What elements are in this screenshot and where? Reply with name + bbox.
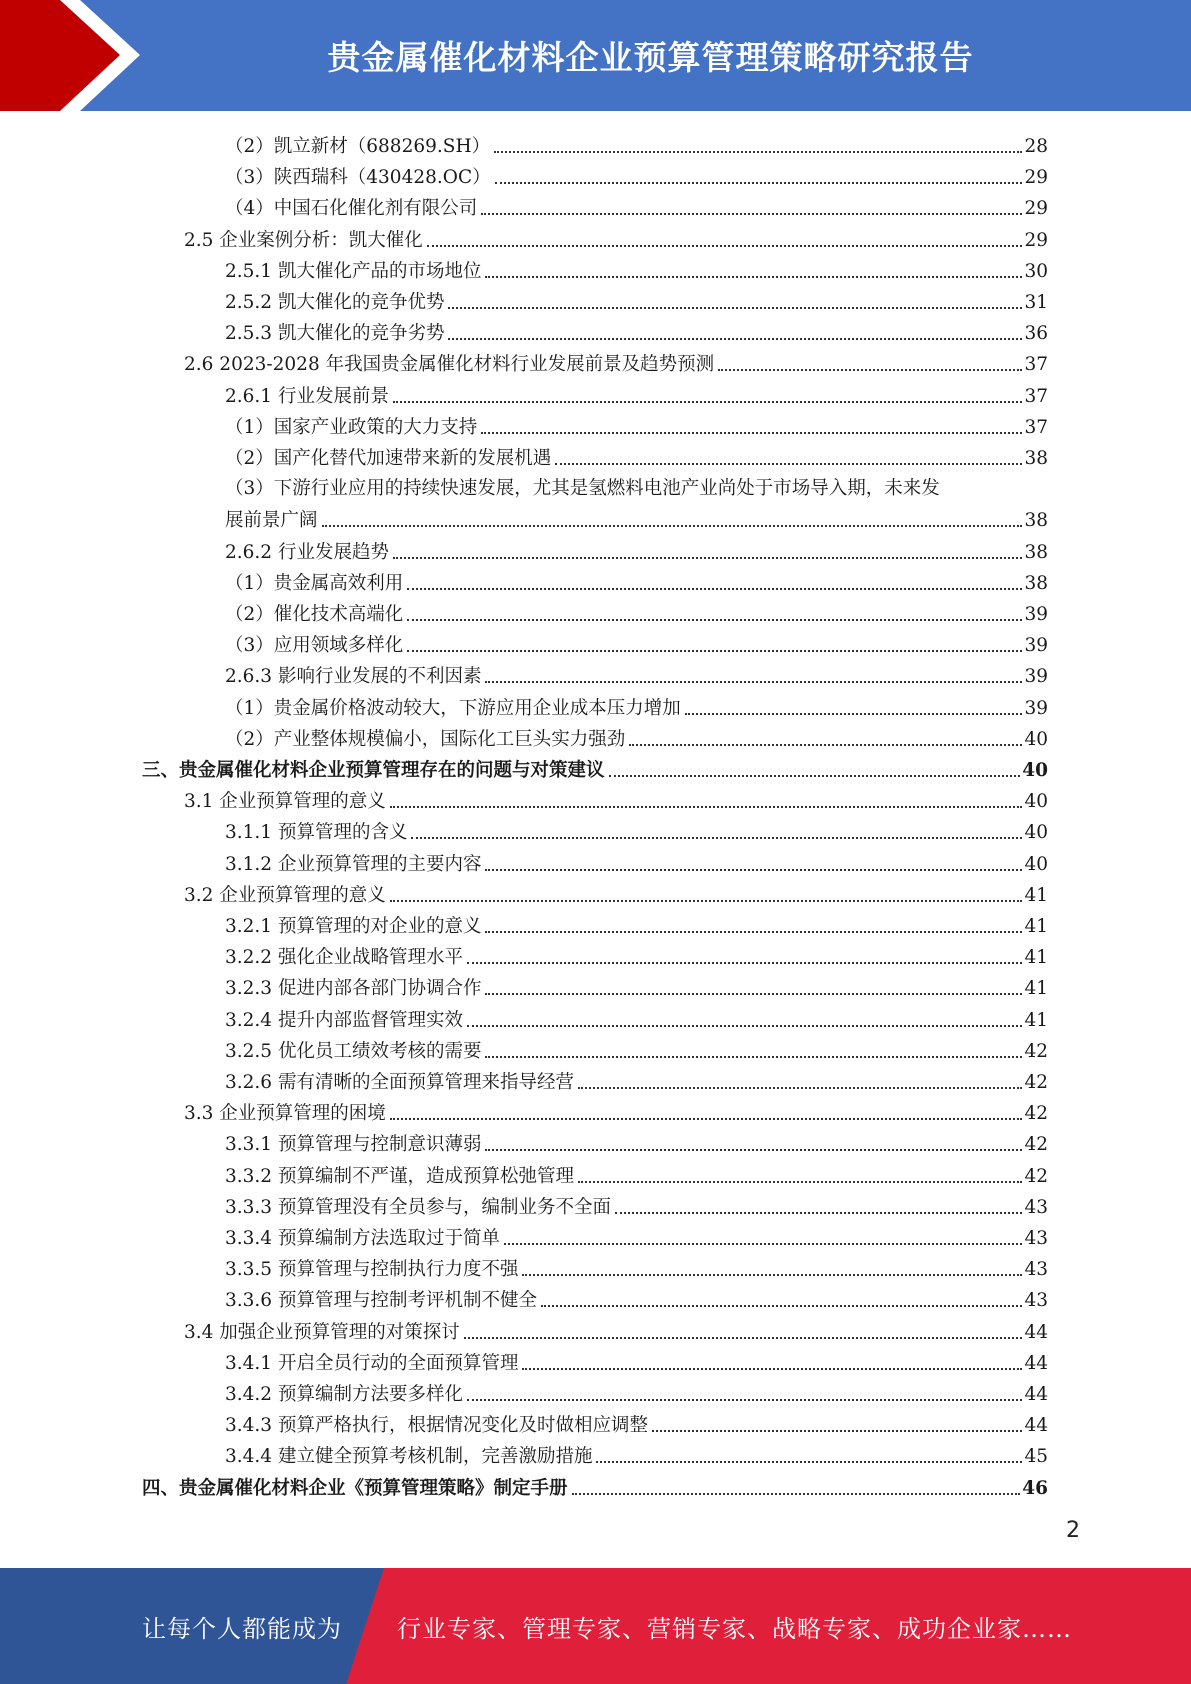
toc-entry[interactable] bbox=[225, 721, 1048, 752]
toc-entry-text: 3.1 企业预算管理的意义 bbox=[184, 791, 386, 813]
toc-dot-leader bbox=[578, 1086, 1022, 1089]
toc-entry[interactable] bbox=[225, 1158, 1048, 1189]
toc-entry[interactable] bbox=[225, 627, 1048, 658]
header-banner bbox=[0, 0, 1191, 111]
toc-entry-page: 42 bbox=[1024, 1040, 1048, 1062]
toc-entry-page: 39 bbox=[1024, 697, 1048, 719]
toc-entry[interactable] bbox=[184, 222, 1048, 253]
toc-dot-leader bbox=[555, 462, 1022, 465]
toc-dot-leader bbox=[495, 181, 1023, 184]
document-title: 贵金属催化材料企业预算管理策略研究报告 bbox=[327, 38, 974, 77]
toc-entry-page: 28 bbox=[1024, 136, 1048, 157]
toc-entry-page: 41 bbox=[1024, 916, 1048, 937]
toc-dot-leader bbox=[481, 431, 1022, 434]
toc-entry-page: 40 bbox=[1024, 853, 1048, 875]
toc-entry-text: （4）中国石化催化剂有限公司 bbox=[225, 198, 478, 220]
toc-entry-text: 3.4 加强企业预算管理的对策探讨 bbox=[184, 1321, 460, 1343]
footer-banner bbox=[0, 1568, 1191, 1684]
toc-entry[interactable] bbox=[225, 1002, 1048, 1033]
toc-entry-page: 44 bbox=[1024, 1321, 1048, 1343]
toc-entry-text: （2）凯立新材（688269.SH） bbox=[225, 136, 491, 157]
toc-entry-text: 三、贵金属催化材料企业预算管理存在的问题与对策建议 bbox=[142, 760, 605, 781]
toc-entry-page: 31 bbox=[1024, 292, 1048, 313]
toc-entry[interactable] bbox=[184, 1095, 1048, 1126]
toc-entry[interactable] bbox=[225, 1033, 1048, 1064]
toc-entry-page: 42 bbox=[1024, 1165, 1048, 1187]
toc-entry-page: 43 bbox=[1024, 1196, 1048, 1218]
toc-dot-leader bbox=[448, 306, 1022, 309]
footer-slogan-right: 行业专家、管理专家、营销专家、战略专家、成功企业家…… bbox=[397, 1614, 1072, 1643]
header-arrow-decoration bbox=[0, 0, 160, 111]
toc-entry[interactable] bbox=[225, 128, 1048, 159]
toc-entry[interactable] bbox=[225, 315, 1048, 346]
toc-entry-page: 39 bbox=[1024, 666, 1048, 688]
toc-entry[interactable] bbox=[225, 284, 1048, 315]
toc-dot-leader bbox=[494, 150, 1022, 153]
toc-dot-leader bbox=[578, 1180, 1022, 1183]
toc-entry-page: 43 bbox=[1024, 1290, 1048, 1312]
toc-dot-leader bbox=[407, 649, 1022, 652]
toc-entry-text: （3）陕西瑞科（430428.OC） bbox=[225, 167, 491, 189]
toc-dot-leader bbox=[467, 1024, 1022, 1027]
toc-entry-page: 40 bbox=[1024, 728, 1048, 750]
toc-entry-text: 3.3 企业预算管理的困境 bbox=[184, 1103, 386, 1125]
toc-entry[interactable] bbox=[184, 1314, 1048, 1345]
toc-entry-text: 3.1.2 企业预算管理的主要内容 bbox=[225, 853, 482, 875]
toc-entry[interactable] bbox=[225, 378, 1048, 409]
toc-dot-leader bbox=[718, 368, 1022, 371]
toc-entry-text: 3.3.6 预算管理与控制考评机制不健全 bbox=[225, 1290, 537, 1312]
toc-entry[interactable] bbox=[142, 752, 1048, 783]
toc-entry-page: 37 bbox=[1024, 354, 1048, 376]
toc-entry[interactable] bbox=[225, 1438, 1048, 1469]
toc-entry[interactable] bbox=[225, 1251, 1048, 1282]
toc-entry-page: 40 bbox=[1024, 822, 1048, 844]
toc-dot-leader bbox=[685, 712, 1023, 715]
toc-entry[interactable] bbox=[225, 658, 1048, 689]
toc-dot-leader bbox=[322, 524, 1023, 527]
toc-entry[interactable] bbox=[225, 409, 1048, 440]
toc-entry[interactable] bbox=[225, 939, 1048, 970]
toc-entry-text: （1）国家产业政策的大力支持 bbox=[225, 416, 478, 438]
toc-dot-leader bbox=[464, 1336, 1023, 1339]
toc-entry-page: 30 bbox=[1024, 260, 1048, 282]
toc-entry-text: （3）下游行业应用的持续快速发展，尤其是氢燃料电池产业尚处于市场导入期，未来发 bbox=[225, 478, 940, 500]
toc-entry[interactable] bbox=[225, 440, 1048, 471]
toc-entry[interactable] bbox=[184, 877, 1048, 908]
toc-entry-page: 29 bbox=[1024, 229, 1048, 251]
toc-entry-text: 3.3.3 预算管理没有全员参与，编制业务不全面 bbox=[225, 1196, 611, 1218]
toc-dot-leader bbox=[390, 899, 1023, 902]
toc-dot-leader bbox=[652, 1429, 1022, 1432]
toc-entry-page: 43 bbox=[1024, 1259, 1048, 1281]
toc-entry-text: （2）催化技术高端化 bbox=[225, 604, 404, 625]
toc-entry-page: 39 bbox=[1024, 604, 1048, 625]
toc-entry-page: 41 bbox=[1024, 947, 1048, 969]
toc-entry-page: 41 bbox=[1024, 884, 1048, 906]
toc-dot-leader bbox=[485, 1055, 1022, 1058]
toc-dot-leader bbox=[390, 805, 1023, 808]
toc-entry-text: 3.2.5 优化员工绩效考核的需要 bbox=[225, 1040, 482, 1062]
toc-dot-leader bbox=[448, 337, 1022, 340]
toc-entry-text: （1）贵金属价格波动较大，下游应用企业成本压力增加 bbox=[225, 697, 681, 719]
toc-dot-leader bbox=[485, 992, 1022, 995]
toc-entry-page: 40 bbox=[1022, 760, 1048, 781]
toc-entry[interactable] bbox=[225, 1407, 1048, 1438]
toc-dot-leader bbox=[522, 1367, 1022, 1370]
toc-entry-text: 2.5.3 凯大催化的竞争劣势 bbox=[225, 323, 445, 345]
toc-dot-leader bbox=[541, 1304, 1022, 1307]
toc-dot-leader bbox=[390, 1117, 1023, 1120]
toc-entry-page: 36 bbox=[1024, 323, 1048, 345]
toc-entry-page: 39 bbox=[1024, 635, 1048, 657]
toc-entry-text: 3.2.1 预算管理的对企业的意义 bbox=[225, 916, 482, 937]
toc-entry-text: 3.4.4 建立健全预算考核机制，完善激励措施 bbox=[225, 1446, 593, 1468]
toc-dot-leader bbox=[407, 618, 1022, 621]
toc-dot-leader bbox=[485, 930, 1022, 933]
toc-dot-leader bbox=[572, 1492, 1021, 1495]
toc-entry[interactable] bbox=[225, 159, 1048, 190]
toc-dot-leader bbox=[522, 1273, 1022, 1276]
toc-dot-leader bbox=[485, 868, 1022, 871]
page-number: 2 bbox=[1066, 1518, 1080, 1543]
toc-entry-text: （3）应用领域多样化 bbox=[225, 635, 404, 657]
toc-entry-text: 2.6.1 行业发展前景 bbox=[225, 385, 389, 407]
toc-entry-text: 3.1.1 预算管理的含义 bbox=[225, 822, 408, 844]
toc-dot-leader bbox=[615, 1211, 1022, 1214]
toc-entry-page: 38 bbox=[1024, 448, 1048, 469]
toc-entry-text: 3.2.6 需有清晰的全面预算管理来指导经营 bbox=[225, 1072, 574, 1093]
toc-entry-text: （2）国产化替代加速带来新的发展机遇 bbox=[225, 448, 552, 469]
toc-dot-leader bbox=[629, 743, 1022, 746]
toc-dot-leader bbox=[393, 556, 1022, 559]
toc-entry-page: 41 bbox=[1024, 978, 1048, 1000]
toc-entry-text: 3.3.5 预算管理与控制执行力度不强 bbox=[225, 1259, 519, 1281]
toc-entry-page: 37 bbox=[1024, 385, 1048, 407]
toc-entry[interactable] bbox=[225, 253, 1048, 284]
toc-entry[interactable] bbox=[225, 190, 1048, 221]
toc-dot-leader bbox=[609, 774, 1021, 777]
toc-dot-leader bbox=[427, 244, 1023, 247]
toc-entry-page: 44 bbox=[1024, 1415, 1048, 1437]
toc-entry-text: （1）贵金属高效利用 bbox=[225, 572, 404, 594]
toc-entry[interactable] bbox=[225, 908, 1048, 939]
toc-dot-leader bbox=[467, 961, 1022, 964]
toc-entry-page: 43 bbox=[1024, 1228, 1048, 1249]
toc-entry-page: 29 bbox=[1024, 198, 1048, 220]
toc-entry[interactable] bbox=[225, 1220, 1048, 1251]
toc-dot-leader bbox=[393, 400, 1022, 403]
toc-entry-page: 45 bbox=[1024, 1446, 1048, 1468]
toc-entry-page: 44 bbox=[1024, 1352, 1048, 1374]
toc-entry[interactable] bbox=[225, 846, 1048, 877]
toc-entry[interactable] bbox=[225, 690, 1048, 721]
toc-entry[interactable] bbox=[225, 1282, 1048, 1313]
toc-entry-text: 3.2.3 促进内部各部门协调合作 bbox=[225, 978, 482, 1000]
toc-entry[interactable] bbox=[225, 970, 1048, 1001]
toc-entry-text: 2.5.1 凯大催化产品的市场地位 bbox=[225, 260, 482, 282]
toc-entry-page: 40 bbox=[1024, 791, 1048, 813]
toc-entry[interactable] bbox=[225, 1064, 1048, 1095]
toc-entry-page: 38 bbox=[1024, 541, 1048, 563]
toc-entry-text: 3.4.2 预算编制方法要多样化 bbox=[225, 1384, 463, 1405]
toc-entry[interactable] bbox=[225, 1126, 1048, 1157]
footer-slogan-left: 让每个人都能成为 bbox=[142, 1614, 342, 1643]
toc-entry-page: 42 bbox=[1024, 1134, 1048, 1156]
toc-entry-text: 3.2 企业预算管理的意义 bbox=[184, 884, 386, 906]
toc-entry-text: 展前景广阔 bbox=[225, 510, 318, 532]
toc-entry[interactable] bbox=[225, 1376, 1048, 1407]
toc-entry-page: 44 bbox=[1024, 1384, 1048, 1405]
toc-entry[interactable] bbox=[184, 346, 1048, 377]
toc-entry-text: 2.5.2 凯大催化的竞争优势 bbox=[225, 292, 445, 313]
toc-entry-text: 四、贵金属催化材料企业《预算管理策略》制定手册 bbox=[142, 1477, 568, 1499]
toc-entry-page: 38 bbox=[1024, 572, 1048, 594]
toc-entry-text: 3.3.1 预算管理与控制意识薄弱 bbox=[225, 1134, 482, 1156]
toc-entry-text: 3.3.2 预算编制不严谨，造成预算松弛管理 bbox=[225, 1165, 574, 1187]
toc-entry[interactable] bbox=[142, 1470, 1048, 1501]
toc-entry-text: 3.2.2 强化企业战略管理水平 bbox=[225, 947, 463, 969]
toc-entry[interactable] bbox=[225, 565, 1048, 596]
toc-dot-leader bbox=[485, 275, 1022, 278]
toc-entry-page: 37 bbox=[1024, 416, 1048, 438]
toc-dot-leader bbox=[485, 680, 1022, 683]
toc-entry-page: 29 bbox=[1024, 167, 1048, 189]
toc-entry-text: 2.5 企业案例分析：凯大催化 bbox=[184, 229, 423, 251]
toc-entry-page: 41 bbox=[1024, 1009, 1048, 1031]
toc-entry-text: 3.4.3 预算严格执行，根据情况变化及时做相应调整 bbox=[225, 1415, 648, 1437]
toc-entry-page: 46 bbox=[1022, 1477, 1048, 1499]
toc-entry[interactable] bbox=[225, 1189, 1048, 1220]
toc-dot-leader bbox=[467, 1398, 1022, 1401]
toc-entry-text: 3.2.4 提升内部监督管理实效 bbox=[225, 1009, 463, 1031]
toc-entry-page: 42 bbox=[1024, 1072, 1048, 1093]
toc-entry-text: 3.3.4 预算编制方法选取过于简单 bbox=[225, 1228, 500, 1249]
toc-dot-leader bbox=[596, 1460, 1022, 1463]
toc-entry[interactable] bbox=[225, 596, 1048, 627]
toc-dot-leader bbox=[407, 587, 1022, 590]
toc-entry-text: 3.4.1 开启全员行动的全面预算管理 bbox=[225, 1352, 519, 1374]
toc-entry[interactable] bbox=[225, 814, 1048, 845]
toc-entry-page: 38 bbox=[1024, 510, 1048, 532]
toc-entry-text: 2.6 2023-2028 年我国贵金属催化材料行业发展前景及趋势预测 bbox=[184, 354, 715, 376]
toc-dot-leader bbox=[481, 212, 1022, 215]
toc-entry[interactable] bbox=[225, 502, 1048, 533]
toc-entry[interactable] bbox=[184, 783, 1048, 814]
toc-dot-leader bbox=[411, 836, 1022, 839]
toc-entry[interactable] bbox=[225, 1345, 1048, 1376]
toc-dot-leader bbox=[485, 1148, 1022, 1151]
toc-dot-leader bbox=[504, 1242, 1022, 1245]
toc-entry-page: 42 bbox=[1024, 1103, 1048, 1125]
toc-entry-text: 2.6.3 影响行业发展的不利因素 bbox=[225, 666, 482, 688]
toc-entry[interactable] bbox=[225, 534, 1048, 565]
toc-entry-text: 2.6.2 行业发展趋势 bbox=[225, 541, 389, 563]
toc-entry-text: （2）产业整体规模偏小，国际化工巨头实力强劲 bbox=[225, 728, 626, 750]
